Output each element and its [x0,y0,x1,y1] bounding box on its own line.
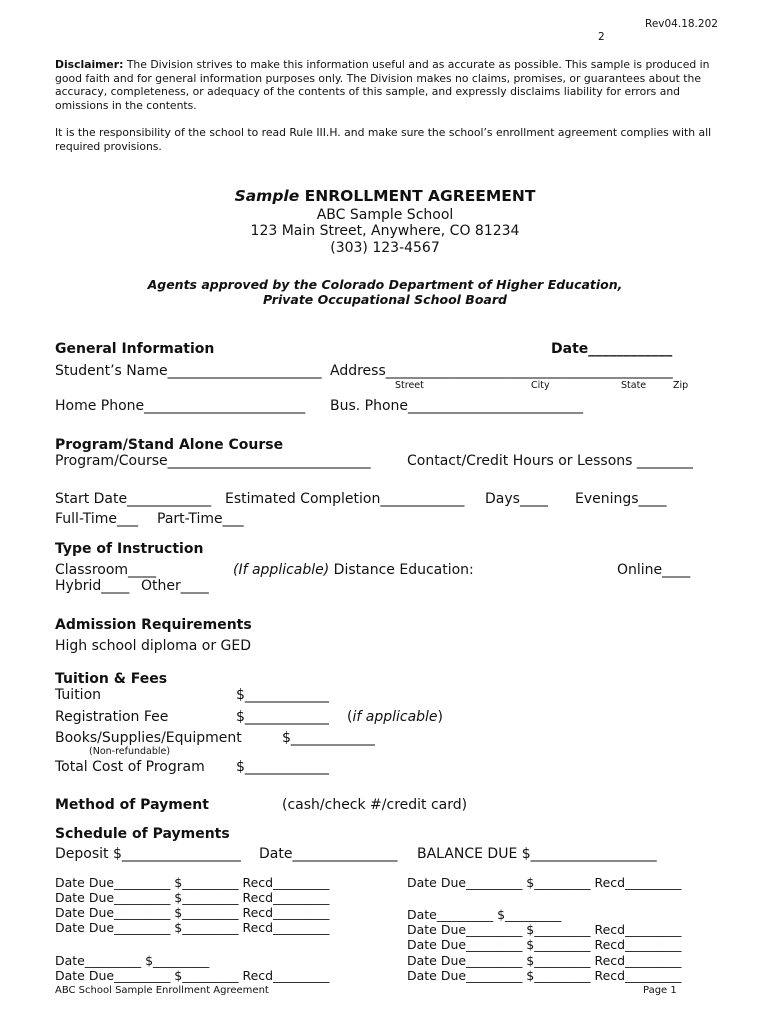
revision-label: Rev04.18.202 [645,18,718,30]
payment-row[interactable]: Date Due_________ $_________ Recd_________ [55,890,330,905]
payment-date-row[interactable]: Date_________ $_________ [55,953,210,968]
payment-row[interactable]: Date Due_________ $_________ Recd_________ [55,968,330,983]
schedule-heading: Schedule of Payments [55,826,230,842]
other-field[interactable]: Other____ [141,578,209,594]
tuition-heading: Tuition & Fees [55,671,168,687]
address-field[interactable]: Address_________________________________________ [330,363,673,379]
student-name-field[interactable]: Student’s Name______________________ [55,363,322,379]
estimated-completion-field[interactable]: Estimated Completion____________ [225,491,465,507]
payment-method-heading: Method of Payment [55,797,209,813]
title-main: ENROLLMENT AGREEMENT [299,187,536,205]
city-caption: City [531,380,550,391]
payment-row[interactable]: Date Due_________ $_________ Recd_________ [407,968,682,983]
school-address: 123 Main Street, Anywhere, CO 81234 [250,223,520,239]
agents-line-2: Private Occupational School Board [263,292,507,307]
non-refundable-note: (Non-refundable) [89,746,171,757]
classroom-field[interactable]: Classroom____ [55,562,157,578]
street-caption: Street [395,380,424,391]
payment-row[interactable]: Date Due_________ $_________ Recd_________ [407,953,682,968]
online-field[interactable]: Online____ [617,562,691,578]
registration-fee-field[interactable]: $____________ [236,709,329,725]
payment-method-field[interactable]: (cash/check #/credit card) [282,797,468,813]
total-cost-field[interactable]: $____________ [236,759,329,775]
payment-row[interactable]: Date Due_________ $_________ Recd_________ [55,920,330,935]
registration-fee-label: Registration Fee [55,709,169,725]
distance-education-label [233,562,474,578]
footer-title: ABC School Sample Enrollment Agreement [55,985,269,996]
evenings-field[interactable]: Evenings____ [575,491,667,507]
responsibility-paragraph: It is the responsibility of the school to read Rule III.H. and make sure the school’s enrollment agreement complies with all required provisions. [55,126,712,153]
admission-text: High school diploma or GED [55,638,251,654]
start-date-field[interactable]: Start Date____________ [55,491,212,507]
payment-date-row[interactable]: Date_________ $_________ [407,907,562,922]
zip-caption: Zip [673,380,689,391]
admission-heading: Admission Requirements [55,617,252,633]
books-label: Books/Supplies/Equipment [55,730,242,746]
payment-row[interactable]: Date Due_________ $_________ Recd_________ [407,875,682,890]
business-phone-field[interactable]: Bus. Phone_________________________ [330,398,584,414]
deposit-field[interactable]: Deposit $_________________ [55,846,241,862]
agents-line-1: Agents approved by the Colorado Department of Higher Education, [147,277,623,292]
date-field[interactable]: Date____________ [551,341,673,357]
contact-hours-field[interactable]: Contact/Credit Hours or Lessons ________ [407,453,693,469]
general-info-heading: General Information [55,341,215,357]
deposit-date-field[interactable]: Date_______________ [259,846,398,862]
if-applicable-note: (If applicable) [233,562,330,578]
school-name: ABC Sample School [316,207,454,223]
part-time-field[interactable]: Part-Time___ [157,511,244,527]
instruction-heading: Type of Instruction [55,541,204,557]
balance-due-field[interactable]: BALANCE DUE $__________________ [417,846,657,862]
disclaimer-text: The Division strives to make this information useful and as accurate as possible. This sample is produced in good faith and for general information purposes only. The Division makes no claims, promises, or guarantees about the accuracy, completeness, or adequacy of the contents of this sample, and expressly disclaims liability for errors and omissions in the contents. [55,58,710,112]
disclaimer-paragraph [55,58,715,112]
page-number-top: 2 [598,31,605,43]
full-time-field[interactable]: Full-Time___ [55,511,138,527]
program-course-field[interactable]: Program/Course_____________________________ [55,453,371,469]
state-caption: State [621,380,647,391]
tuition-amount-field[interactable]: $____________ [236,687,329,703]
payment-row[interactable]: Date Due_________ $_________ Recd_________ [407,937,682,952]
school-phone: (303) 123-4567 [330,240,440,256]
document-title [0,187,770,205]
home-phone-field[interactable]: Home Phone_______________________ [55,398,306,414]
books-amount-field[interactable]: $____________ [282,730,375,746]
if-applicable-text: if applicable [352,709,438,725]
payment-row[interactable]: Date Due_________ $_________ Recd_________ [55,905,330,920]
payment-row[interactable]: Date Due_________ $_________ Recd_________ [407,922,682,937]
title-sample: Sample [234,187,300,205]
payment-row[interactable]: Date Due_________ $_________ Recd_________ [55,875,330,890]
registration-if-applicable: (if applicable) [347,709,444,725]
distance-text: Distance Education: [329,562,474,578]
program-heading: Program/Stand Alone Course [55,437,284,453]
disclaimer-label: Disclaimer: [55,58,124,71]
total-cost-label: Total Cost of Program [55,759,205,775]
hybrid-field[interactable]: Hybrid____ [55,578,130,594]
days-field[interactable]: Days____ [485,491,548,507]
footer-page-number: Page 1 [643,985,677,996]
tuition-label: Tuition [55,687,102,703]
